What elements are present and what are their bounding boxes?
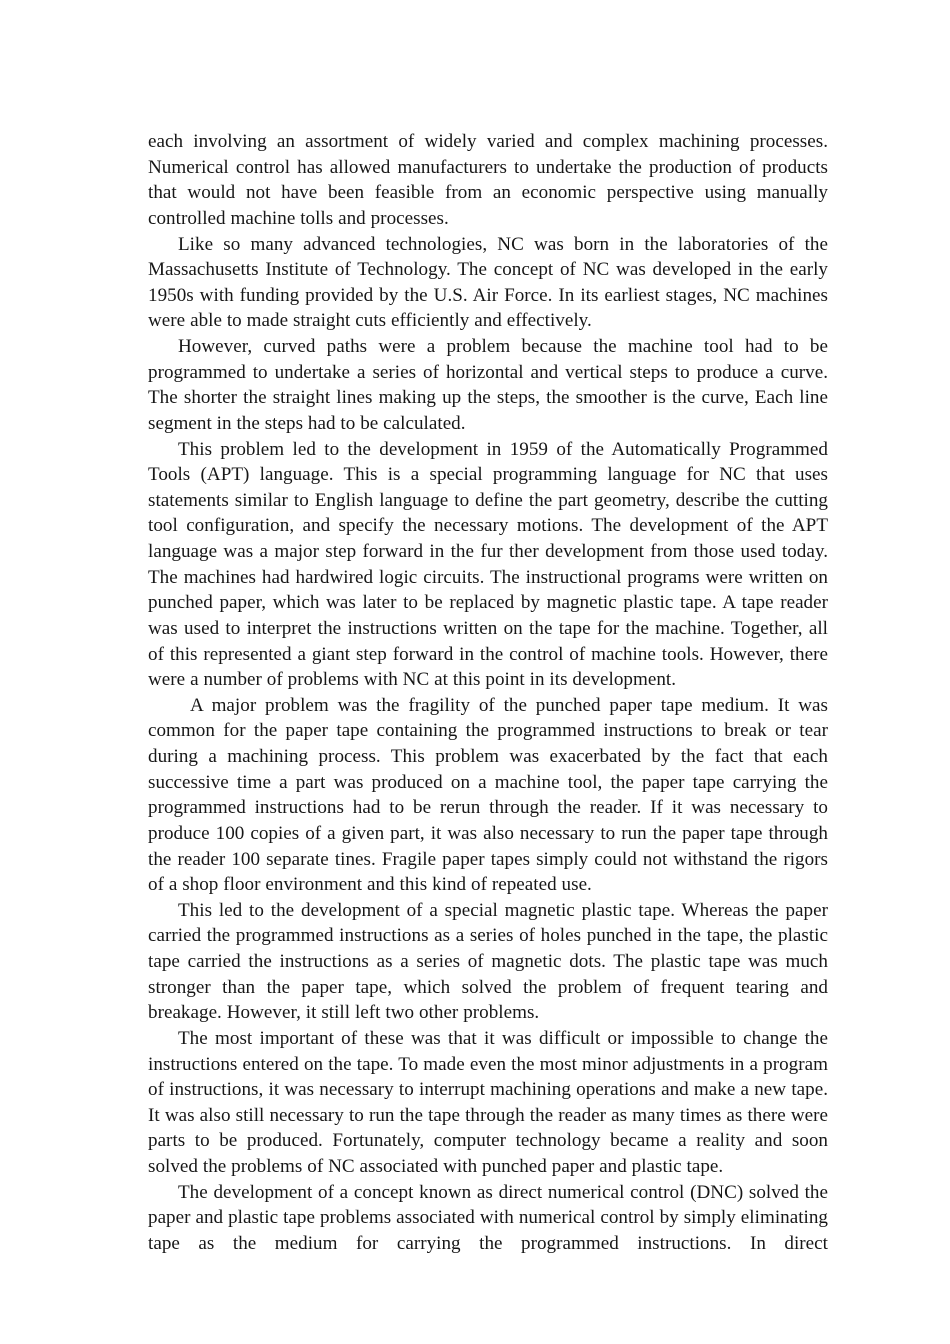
- body-text-block: [148, 129, 828, 1282]
- paragraph-6: This led to the development of a special magnetic plastic tape. Whereas the paper carried the programmed instructions as a series of holes punched in the tape, the plastic tape carried the instructions as a series of magnetic dots. The plastic tape was much stronger than the paper tape, which solved the problem of frequent tearing and breakage. However, it still left two other problems.: [148, 899, 828, 1024]
- paragraph-5: A major problem was the fragility of the punched paper tape medium. It was common for the paper tape containing the programmed instructions to break or tear during a machining process. This problem was exacerbated by the fact that each successive time a part was produced on a machine tool, the paper tape carrying the programmed instructions had to be rerun through the reader. If it was necessary to produce 100 copies of a given part, it was also necessary to run the paper tape through the reader 100 separate tines. Fragile paper tapes simply could not withstand the rigors of a shop floor environment and this kind of repeated use.: [148, 694, 828, 896]
- paragraph-7: The most important of these was that it was difficult or impossible to change the instructions entered on the tape. To made even the most minor adjustments in a program of instructions, it was necessary to interrupt machining operations and make a new tape. It was also still necessary to run the tape through the reader as many times as there were parts to be produced. Fortunately, computer technology became a reality and soon solved the problems of NC associated with punched paper and plastic tape.: [148, 1027, 828, 1177]
- paragraph-8: The development of a concept known as direct numerical control (DNC) solved the paper and plastic tape problems associated with numerical control by simply eliminating tape as the medium for carrying the programmed instructions. In direct: [148, 1181, 828, 1254]
- paragraph-4: This problem led to the development in 1959 of the Automatically Programmed Tools (APT) language. This is a special programming language for NC that uses statements similar to English language to define the part geometry, describe the cutting tool configuration, and specify the necessary motions. The development of the APT language was a major step forward in the fur ther development from those used today. The machines had hardwired logic circuits. The instructional programs were written on punched paper, which was later to be replaced by magnetic plastic tape. A tape reader was used to interpret the instructions written on the tape for the machine. Together, all of this represented a giant step forward in the control of machine tools. However, there were a number of problems with NC at this point in its development.: [148, 438, 828, 691]
- paragraph-3: However, curved paths were a problem because the machine tool had to be programmed to undertake a series of horizontal and vertical steps to produce a curve. The shorter the straight lines making up the steps, the smoother is the curve, Each line segment in the steps had to be calculated.: [148, 336, 828, 434]
- paragraph-1: each involving an assortment of widely varied and complex machining processes. Numerical control has allowed manufacturers to undertake the production of products that would not have been feasible from an economic perspective using manually controlled machine tolls and processes.: [148, 131, 828, 229]
- paragraph-2: Like so many advanced technologies, NC was born in the laboratories of the Massachusetts Institute of Technology. The concept of NC was developed in the early 1950s with funding provided by the U.S. Air Force. In its earliest stages, NC machines were able to made straight cuts efficiently and effectively.: [148, 233, 828, 332]
